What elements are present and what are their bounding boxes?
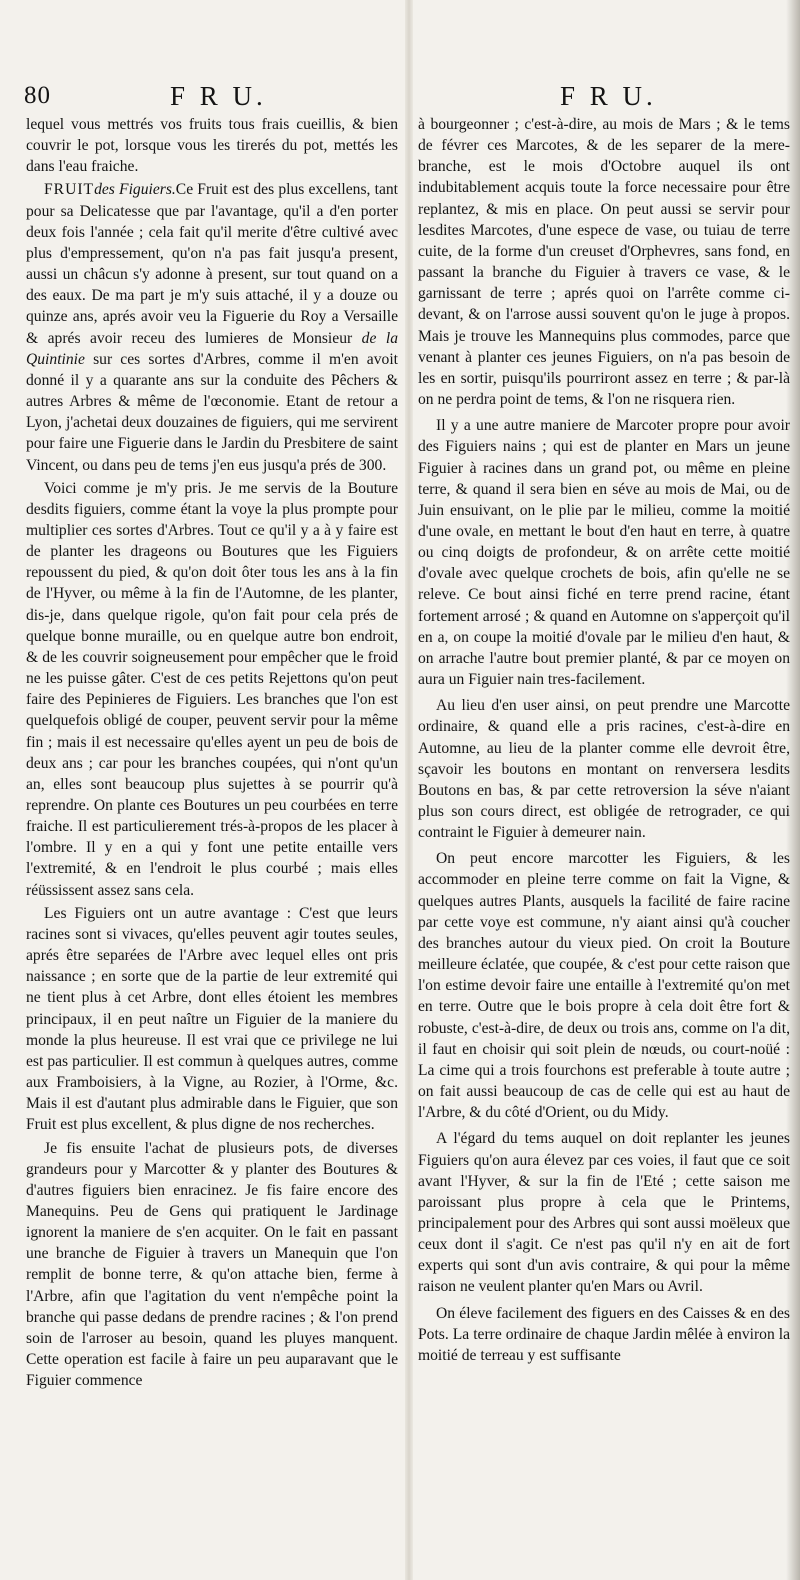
section-paragraph	[26, 179, 398, 475]
paragraph: Au lieu d'en user ainsi, on peut prendre une Marcotte ordinaire, & quand elle a pris racines, c'est-à-dire en Automne, au lieu de la planter comme elle devroit être, sçavoir les boutons en montant on renversera lesdits Boutons en bas, & par cette retroversion la séve n'aiant plus son cours direct, est obligée de retrograder, ce qui contraint le Figuier à demeurer nain.	[418, 697, 790, 842]
paragraph: Je fis ensuite l'achat de plusieurs pots, de diverses grandeurs pour y Marcotter & y planter des Boutures & d'autres figuiers bien enracinez. Je fis faire encore des Manequins. Peu de Gens qui pratiquent le Jardinage ignorent la maniere de s'en acquiter. On le fait en passant une branche de Figuier à travers un Manequin que l'on remplit de bonne terre, & qu'on attache bien, ferme à l'Arbre, afin que l'agitation du vent n'empêche point la branche qui passe dedans de prendre racines ; & l'on prend soin de l'arroser au besoin, quand les pluyes manquent. Cette operation est facile à faire un peu auparavant que le Figuier commence	[26, 1139, 398, 1390]
paragraph-text: Ce Fruit est des plus excellens, tant pour sa Delicatesse que par l'avantage, qu'il a d'en porter deux fois l'année ; cela fait qu'il merite d'être cultivé avec plus d'empressement, qu'on n'a pas fait jusqu'a present, aussi un châcun s'y adonne à present, sur tout quand on a des eaux. De ma part je m'y suis attaché, il y a douze ou quinze ans, aprés avoir veu la Figuerie du Roy a Versaille & aprés avoir receu des lumieres de Monsieur de la Quintinie sur ces sortes d'Arbres, comme il m'en avoit donné il y a quarante ans sur la conduite des Pêchers & autres Arbres & même de l'œconomie. Etant de retour a Lyon, j'achetai deux douzaines de figuiers, qui me servirent pour faire une Figuerie dans le Jardin du Presbitere de saint Vincent, ou dans peu de tems j'en eus jusqu'a prés de 300.	[26, 181, 399, 474]
paragraph: On éleve facilement des figuers en des Caisses & en des Pots. La terre ordinaire de chaque Jardin mêlée à environ la moitié de terreau y est suffisante	[418, 1304, 790, 1364]
paragraph: A l'égard du tems auquel on doit replanter les jeunes Figuiers qu'on aura élevez par ces voies, il faut que ce soit avant l'Hyver, & sur la fin de l'Eté ; cette saison me paroissant plus propre à cela que le Printems, principalement pour des Arbres qui sont aussi moëleux que ceux dont il s'agit. Ce n'est pas qu'il n'y en ait de fort experts qui sont d'un avis contraire, & qui pour la même raison ne veulent planter qu'en Mars ou Avril.	[418, 1130, 790, 1296]
paragraph: On peut encore marcotter les Figuiers, & les accommoder en pleine terre comme on fait la Vigne, & quelques autres Plants, ausquels la facilité de faire racine par cette voye est commune, n'y aiant ainsi qu'à coucher des branches autour du vieux pied. On croit la Bouture meilleure éclatée, que coupée, & c'est pour cette raison que l'on estime devoir faire une entaille à l'extremité qu'on met en terre. Outre que le bois propre à cela doit être fort & robuste, c'est-à-dire, de deux ou trois ans, comme on l'a dit, il faut en choisir qui soit plein de nœuds, ou court-noüé : La cime qui a trois fourchons est preferable à toute autre ; on fait aussi beaucoup de cas de celle qui est au haut de l'Arbre, & du côté d'Orient, ou du Midy.	[418, 850, 790, 1122]
section-heading: FRUIT	[44, 181, 95, 199]
page-number: 80	[24, 82, 51, 109]
section-heading-italic: des Figuiers.	[94, 181, 176, 199]
paragraph: Les Figuiers ont un autre avantage : C'est que leurs racines sont si vivaces, qu'elles peuvent agir toutes seules, aprés être separées de l'Arbre avec lequel elles ont pris naissance ; en sorte que de la partie de leur extremité qui ne tient plus à cet Arbre, dont elles étoient les membres principaux, il en peut naître un Figuier de la maniere du monde la plus heureuse. Il est vrai que ce privilege ne lui est pas particulier. Il est commun à quelques autres, comme aux Framboisiers, à la Vigne, au Rozier, à l'Orme, &c. Mais il est d'autant plus admirable dans le Figuier, que son Fruit est plus excellent, & plus digne de nos recherches.	[26, 904, 398, 1134]
left-column	[26, 114, 398, 1393]
left-running-head: F R U.	[170, 81, 267, 111]
paragraph: Voici comme je m'y pris. Je me servis de la Bouture desdits figuiers, comme étant la voye la plus prompte pour multiplier ces sortes d'Arbres. Tout ce qu'il y a à y faire est de planter les drageons ou Boutures que les Figuiers repoussent du pied, & qu'on doit ôter tous les ans à la fin de l'Hyver, ou même à la fin de l'Automne, de les planter, dis-je, dans quelque rigole, qu'on fait pour cela prés de quelque bonne muraille, ou en quelque autre bon endroit, & de les couvrir soigneusement pour empêcher que le froid ne les puisse gâter. C'est de ces petits Rejettons qu'on peut faire des Pepinieres de Figuiers. Les branches que l'on est quelquefois obligé de couper, peuvent servir pour la même fin ; mais il est necessaire qu'elles ayent un peu de bois de deux ans ; car pour les branches coupées, qui n'ont qu'un an, elles sont beaucoup plus sujettes à se pourrir qu'à reprendre. On plante ces Boutures un peu courbées en terre fraiche. Il est particulierement trés-à-propos de les placer à l'ombre. Il y en a qui y font une petite entaille vers l'extremité, & en l'endroit le plus courbé ; mais elles réüssissent assez sans cela.	[26, 479, 398, 899]
paragraph: à bourgeonner ; c'est-à-dire, au mois de Mars ; & le tems de févrer ces Marcotes, & de les separer de la mere-branche, est le mois d'Octobre auquel ils ont indubitablement acquis toute la force necessaire pour être replantez, & mis en place. On peut aussi se servir pour lesdites Marcotes, d'une espece de vase, ou tuiau de terre cuite, de la forme d'un creuset d'Orphevres, sans fond, en passant la branche du Figuier à travers ce vase, & le garnissant de terre ; aprés quoi on l'arrête comme ci-devant, & on l'arrose aussi souvent qu'on le juge à propos. Mais je trouve les Mannequins plus commodes, parce que venant à planter ces jeunes Figuiers, on n'a pas besoin de les en sortir, puisqu'ils pourriront assez en terre ; & par-là on ne perdra point de tems, & l'on ne risquera rien.	[418, 116, 790, 409]
right-column	[418, 114, 790, 1368]
page-gutter	[405, 0, 413, 1580]
paragraph: Il y a une autre maniere de Marcoter propre pour avoir des Figuiers nains ; qui est de planter en Mars un jeune Figuier à racines dans un grand pot, ou même en pleine terre, & quand il sera bien en séve au mois de Mai, ou de Juin ensuivant, on le plie par le milieu, comme la moitié d'une ovale, en mettant le bout d'en haut en terre, à quatre ou cinq doigts de profondeur, & on arrête cette moitié d'ovale avec quelque crochets de bois, afin qu'elle ne se releve. Ce bout ainsi fiché en terre prend racine, étant fortement arrosé ; & quand en Automne on s'apperçoit qu'il en a, on coupe la moitié d'ovale par le milieu d'en haut, & on arrache l'autre bout premier planté, & par ce moyen on aura un Figuier nain tres-facilement.	[418, 417, 790, 689]
right-running-head: F R U.	[560, 81, 657, 111]
paragraph: lequel vous mettrés vos fruits tous frais cueillis, & bien couvrir le pot, lorsque vous les tirerés du pot, mettés les dans l'eau fraiche.	[26, 116, 398, 176]
author-name-italic: de la Quintinie	[26, 329, 399, 368]
